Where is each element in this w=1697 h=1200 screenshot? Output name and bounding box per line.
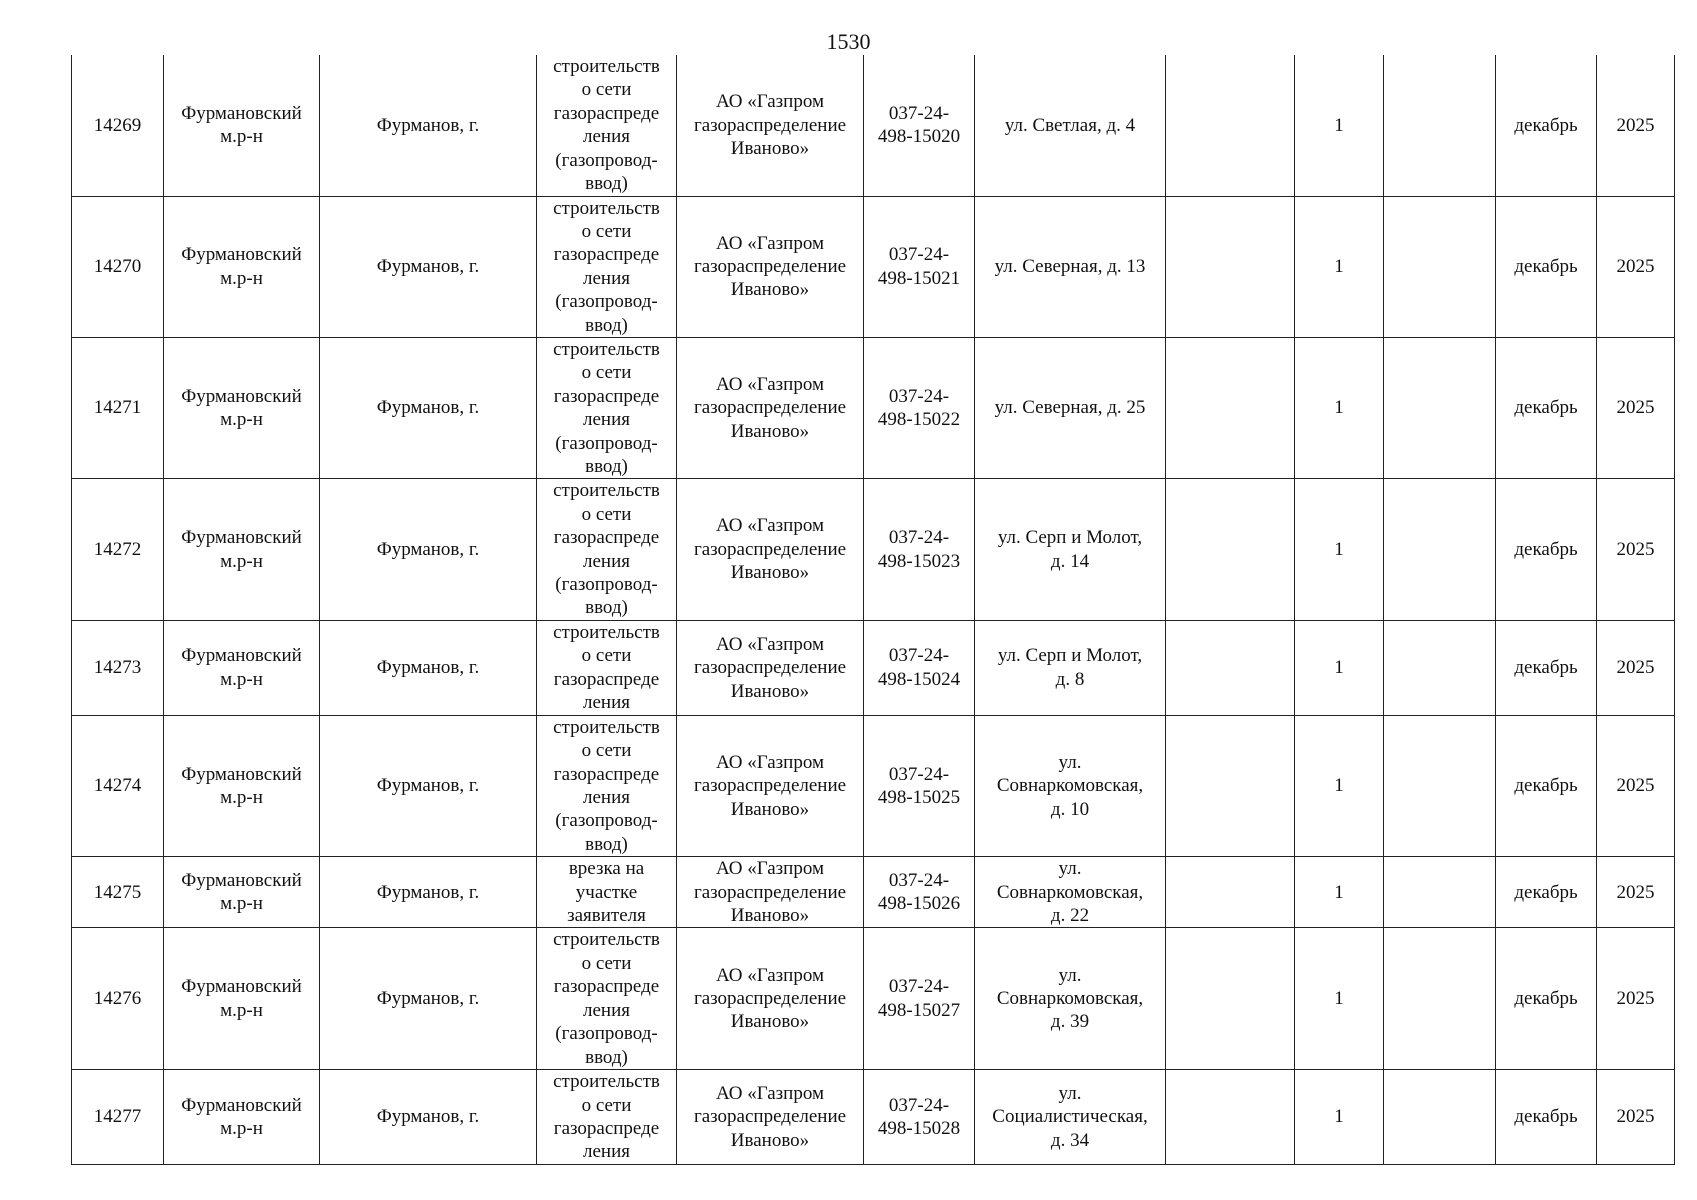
address-cell — [975, 55, 1166, 196]
count-cell: 1 — [1295, 55, 1384, 196]
organization-cell-line: АО «Газпром — [715, 515, 825, 537]
work-type-cell-line: о сети — [581, 952, 632, 974]
work-type-cell-line: о сети — [581, 645, 632, 667]
work-type-cell — [537, 337, 677, 478]
address-cell-line: ул. Светлая, д. 4 — [1004, 114, 1136, 136]
work-type-cell-line: строительств — [553, 716, 660, 738]
work-type-cell — [537, 196, 677, 337]
organization-cell — [677, 620, 864, 715]
organization-cell-line: газораспределение — [693, 538, 847, 560]
table-row — [72, 479, 1675, 620]
work-type-cell-line: (газопровод- — [555, 291, 658, 313]
address-cell — [975, 479, 1166, 620]
work-type-cell-line: ления — [583, 692, 630, 714]
address-cell-line: Совнаркомовская, — [996, 987, 1144, 1009]
request-code-cell-line: 498-15026 — [877, 893, 961, 915]
work-type-cell-line: строительств — [553, 1071, 660, 1093]
work-type-cell-line: газораспреде — [553, 1117, 660, 1139]
district-cell-line: м.р-н — [220, 409, 263, 431]
empty-cell — [1166, 196, 1295, 337]
empty-cell — [1384, 928, 1496, 1069]
row-id: 14273 — [72, 620, 164, 715]
work-type-cell-line: ления — [583, 1141, 630, 1163]
month-cell: декабрь — [1496, 857, 1597, 928]
address-cell-line: ул. — [1058, 964, 1082, 986]
year-cell: 2025 — [1597, 55, 1675, 196]
work-type-cell-line: о сети — [581, 220, 632, 242]
count-cell: 1 — [1295, 479, 1384, 620]
empty-cell — [1166, 479, 1295, 620]
district-cell-line: м.р-н — [220, 893, 263, 915]
work-type-cell-line: ления — [583, 787, 630, 809]
work-type-cell — [537, 857, 677, 928]
empty-cell — [1166, 928, 1295, 1069]
work-type-cell — [537, 928, 677, 1069]
empty-cell — [1384, 857, 1496, 928]
work-type-cell-line: газораспреде — [553, 763, 660, 785]
empty-cell — [1384, 196, 1496, 337]
address-cell-line: ул. Серп и Молот, — [997, 527, 1143, 549]
work-type-cell-line: ввод) — [585, 314, 628, 336]
work-type-cell-line: о сети — [581, 362, 632, 384]
year-cell: 2025 — [1597, 620, 1675, 715]
request-code-cell-line: 498-15028 — [877, 1117, 961, 1139]
address-cell-line: д. 10 — [1050, 798, 1090, 820]
gas-connection-table — [71, 55, 1675, 1165]
work-type-cell-line: газораспреде — [553, 244, 660, 266]
count-cell: 1 — [1295, 620, 1384, 715]
work-type-cell-line: ления — [583, 126, 630, 148]
count-cell: 1 — [1295, 196, 1384, 337]
organization-cell-line: АО «Газпром — [715, 91, 825, 113]
row-id: 14269 — [72, 55, 164, 196]
district-cell — [164, 620, 320, 715]
month-cell: декабрь — [1496, 1069, 1597, 1164]
request-code-cell-line: 498-15025 — [877, 787, 961, 809]
organization-cell-line: газораспределение — [693, 775, 847, 797]
district-cell — [164, 715, 320, 856]
organization-cell — [677, 928, 864, 1069]
district-cell-line: м.р-н — [220, 787, 263, 809]
district-cell — [164, 1069, 320, 1164]
request-code-cell-line: 037-24- — [888, 527, 950, 549]
work-type-cell-line: газораспреде — [553, 668, 660, 690]
locality-cell: Фурманов, г. — [320, 337, 537, 478]
district-cell-line: м.р-н — [220, 1117, 263, 1139]
address-cell-line: д. 34 — [1050, 1129, 1090, 1151]
district-cell-line: Фурмановский — [181, 645, 302, 667]
work-type-cell-line: газораспреде — [553, 527, 660, 549]
row-id: 14275 — [72, 857, 164, 928]
year-cell: 2025 — [1597, 479, 1675, 620]
empty-cell — [1384, 55, 1496, 196]
month-cell: декабрь — [1496, 196, 1597, 337]
work-type-cell-line: о сети — [581, 503, 632, 525]
organization-cell-line: Иваново» — [730, 1129, 810, 1151]
organization-cell-line: Иваново» — [730, 279, 810, 301]
locality-cell: Фурманов, г. — [320, 1069, 537, 1164]
year-cell: 2025 — [1597, 928, 1675, 1069]
district-cell-line: Фурмановский — [181, 1094, 302, 1116]
empty-cell — [1384, 479, 1496, 620]
request-code-cell — [864, 928, 975, 1069]
locality-cell: Фурманов, г. — [320, 479, 537, 620]
organization-cell-line: АО «Газпром — [715, 374, 825, 396]
district-cell-line: м.р-н — [220, 267, 263, 289]
request-code-cell — [864, 620, 975, 715]
table-row — [72, 196, 1675, 337]
work-type-cell-line: (газопровод- — [555, 1023, 658, 1045]
work-type-cell-line: врезка на — [568, 858, 645, 880]
work-type-cell-line: ввод) — [585, 1046, 628, 1068]
count-cell: 1 — [1295, 928, 1384, 1069]
row-id: 14270 — [72, 196, 164, 337]
month-cell: декабрь — [1496, 928, 1597, 1069]
request-code-cell-line: 498-15023 — [877, 550, 961, 572]
organization-cell-line: газораспределение — [693, 657, 847, 679]
work-type-cell-line: (газопровод- — [555, 432, 658, 454]
empty-cell — [1384, 715, 1496, 856]
work-type-cell-line: ввод) — [585, 173, 628, 195]
month-cell: декабрь — [1496, 55, 1597, 196]
district-cell-line: Фурмановский — [181, 976, 302, 998]
work-type-cell-line: ввод) — [585, 833, 628, 855]
work-type-cell-line: о сети — [581, 740, 632, 762]
work-type-cell — [537, 620, 677, 715]
organization-cell-line: Иваново» — [730, 562, 810, 584]
organization-cell — [677, 1069, 864, 1164]
request-code-cell-line: 037-24- — [888, 645, 950, 667]
page-number: 1530 — [826, 29, 871, 54]
work-type-cell-line: строительств — [553, 197, 660, 219]
organization-cell — [677, 857, 864, 928]
district-cell-line: м.р-н — [220, 999, 263, 1021]
address-cell-line: ул. Серп и Молот, — [997, 645, 1143, 667]
request-code-cell-line: 037-24- — [888, 1094, 950, 1116]
table-row — [72, 928, 1675, 1069]
organization-cell-line: газораспределение — [693, 114, 847, 136]
organization-cell-line: Иваново» — [730, 137, 810, 159]
district-cell — [164, 479, 320, 620]
organization-cell — [677, 715, 864, 856]
district-cell — [164, 857, 320, 928]
work-type-cell-line: газораспреде — [553, 385, 660, 407]
organization-cell-line: АО «Газпром — [715, 964, 825, 986]
count-cell: 1 — [1295, 715, 1384, 856]
empty-cell — [1384, 620, 1496, 715]
work-type-cell-line: газораспреде — [553, 102, 660, 124]
organization-cell-line: газораспределение — [693, 881, 847, 903]
year-cell: 2025 — [1597, 857, 1675, 928]
work-type-cell-line: (газопровод- — [555, 149, 658, 171]
empty-cell — [1166, 715, 1295, 856]
locality-cell: Фурманов, г. — [320, 196, 537, 337]
district-cell-line: Фурмановский — [181, 102, 302, 124]
request-code-cell — [864, 196, 975, 337]
work-type-cell-line: участке — [575, 881, 638, 903]
district-cell — [164, 55, 320, 196]
year-cell: 2025 — [1597, 196, 1675, 337]
address-cell-line: ул. Северная, д. 25 — [994, 397, 1146, 419]
count-cell: 1 — [1295, 857, 1384, 928]
organization-cell-line: газораспределение — [693, 1106, 847, 1128]
work-type-cell-line: строительств — [553, 929, 660, 951]
month-cell: декабрь — [1496, 337, 1597, 478]
work-type-cell — [537, 479, 677, 620]
organization-cell — [677, 479, 864, 620]
organization-cell-line: АО «Газпром — [715, 1082, 825, 1104]
organization-cell-line: АО «Газпром — [715, 751, 825, 773]
address-cell-line: Совнаркомовская, — [996, 775, 1144, 797]
request-code-cell — [864, 55, 975, 196]
district-cell — [164, 337, 320, 478]
address-cell — [975, 196, 1166, 337]
address-cell-line: ул. — [1058, 1082, 1082, 1104]
request-code-cell-line: 498-15027 — [877, 999, 961, 1021]
table-row — [72, 1069, 1675, 1164]
month-cell: декабрь — [1496, 620, 1597, 715]
work-type-cell-line: заявителя — [567, 905, 646, 927]
locality-cell: Фурманов, г. — [320, 928, 537, 1069]
table-row — [72, 715, 1675, 856]
locality-cell: Фурманов, г. — [320, 620, 537, 715]
address-cell-line: д. 39 — [1050, 1011, 1090, 1033]
work-type-cell-line: о сети — [581, 1094, 632, 1116]
work-type-cell-line: газораспреде — [553, 976, 660, 998]
address-cell-line: Социалистическая, — [992, 1106, 1148, 1128]
work-type-cell-line: ления — [583, 267, 630, 289]
count-cell: 1 — [1295, 337, 1384, 478]
work-type-cell-line: ввод) — [585, 597, 628, 619]
table-row — [72, 337, 1675, 478]
address-cell-line: ул. — [1058, 858, 1082, 880]
table-row — [72, 620, 1675, 715]
table-row — [72, 857, 1675, 928]
request-code-cell-line: 037-24- — [888, 385, 950, 407]
district-cell-line: Фурмановский — [181, 869, 302, 891]
request-code-cell-line: 498-15020 — [877, 126, 961, 148]
empty-cell — [1166, 1069, 1295, 1164]
row-id: 14274 — [72, 715, 164, 856]
district-cell-line: Фурмановский — [181, 527, 302, 549]
organization-cell-line: Иваново» — [730, 420, 810, 442]
locality-cell: Фурманов, г. — [320, 55, 537, 196]
district-cell — [164, 928, 320, 1069]
request-code-cell — [864, 857, 975, 928]
address-cell-line: ул. — [1058, 751, 1082, 773]
work-type-cell — [537, 715, 677, 856]
work-type-cell-line: строительств — [553, 480, 660, 502]
year-cell: 2025 — [1597, 337, 1675, 478]
work-type-cell-line: о сети — [581, 79, 632, 101]
empty-cell — [1166, 857, 1295, 928]
request-code-cell-line: 037-24- — [888, 869, 950, 891]
request-code-cell-line: 037-24- — [888, 244, 950, 266]
row-id: 14276 — [72, 928, 164, 1069]
district-cell — [164, 196, 320, 337]
work-type-cell-line: ввод) — [585, 455, 628, 477]
request-code-cell — [864, 337, 975, 478]
table-row — [72, 55, 1675, 196]
district-cell-line: м.р-н — [220, 550, 263, 572]
organization-cell — [677, 55, 864, 196]
address-cell-line: Совнаркомовская, — [996, 881, 1144, 903]
address-cell — [975, 928, 1166, 1069]
empty-cell — [1166, 55, 1295, 196]
organization-cell-line: газораспределение — [693, 256, 847, 278]
empty-cell — [1166, 337, 1295, 478]
empty-cell — [1384, 337, 1496, 478]
request-code-cell — [864, 715, 975, 856]
address-cell — [975, 715, 1166, 856]
organization-cell-line: Иваново» — [730, 905, 810, 927]
request-code-cell-line: 498-15024 — [877, 668, 961, 690]
request-code-cell — [864, 1069, 975, 1164]
district-cell-line: Фурмановский — [181, 244, 302, 266]
district-cell-line: Фурмановский — [181, 385, 302, 407]
year-cell: 2025 — [1597, 1069, 1675, 1164]
request-code-cell-line: 037-24- — [888, 763, 950, 785]
year-cell: 2025 — [1597, 715, 1675, 856]
address-cell — [975, 857, 1166, 928]
count-cell: 1 — [1295, 1069, 1384, 1164]
organization-cell-line: Иваново» — [730, 798, 810, 820]
district-cell-line: Фурмановский — [181, 763, 302, 785]
work-type-cell-line: ления — [583, 550, 630, 572]
organization-cell — [677, 337, 864, 478]
month-cell: декабрь — [1496, 715, 1597, 856]
row-id: 14271 — [72, 337, 164, 478]
work-type-cell-line: (газопровод- — [555, 810, 658, 832]
district-cell-line: м.р-н — [220, 668, 263, 690]
organization-cell-line: Иваново» — [730, 680, 810, 702]
organization-cell-line: АО «Газпром — [715, 633, 825, 655]
request-code-cell-line: 498-15022 — [877, 409, 961, 431]
work-type-cell-line: строительств — [553, 622, 660, 643]
empty-cell — [1384, 1069, 1496, 1164]
organization-cell-line: АО «Газпром — [715, 232, 825, 254]
row-id: 14277 — [72, 1069, 164, 1164]
request-code-cell-line: 037-24- — [888, 976, 950, 998]
request-code-cell-line: 498-15021 — [877, 267, 961, 289]
work-type-cell-line: ления — [583, 999, 630, 1021]
address-cell-line: ул. Северная, д. 13 — [994, 256, 1146, 278]
address-cell — [975, 1069, 1166, 1164]
work-type-cell-line: строительств — [553, 56, 660, 78]
address-cell — [975, 620, 1166, 715]
organization-cell-line: АО «Газпром — [715, 858, 825, 880]
work-type-cell — [537, 1069, 677, 1164]
organization-cell-line: Иваново» — [730, 1011, 810, 1033]
work-type-cell-line: (газопровод- — [555, 574, 658, 595]
organization-cell-line: газораспределение — [693, 987, 847, 1009]
empty-cell — [1166, 620, 1295, 715]
address-cell-line: д. 22 — [1050, 905, 1090, 927]
address-cell — [975, 337, 1166, 478]
request-code-cell-line: 037-24- — [888, 102, 950, 124]
locality-cell: Фурманов, г. — [320, 857, 537, 928]
address-cell-line: д. 8 — [1055, 668, 1085, 690]
request-code-cell — [864, 479, 975, 620]
locality-cell: Фурманов, г. — [320, 715, 537, 856]
work-type-cell — [537, 55, 677, 196]
work-type-cell-line: строительств — [553, 338, 660, 360]
district-cell-line: м.р-н — [220, 126, 263, 148]
month-cell: декабрь — [1496, 479, 1597, 620]
address-cell-line: д. 14 — [1050, 550, 1090, 572]
work-type-cell-line: ления — [583, 409, 630, 431]
organization-cell — [677, 196, 864, 337]
row-id: 14272 — [72, 479, 164, 620]
organization-cell-line: газораспределение — [693, 397, 847, 419]
